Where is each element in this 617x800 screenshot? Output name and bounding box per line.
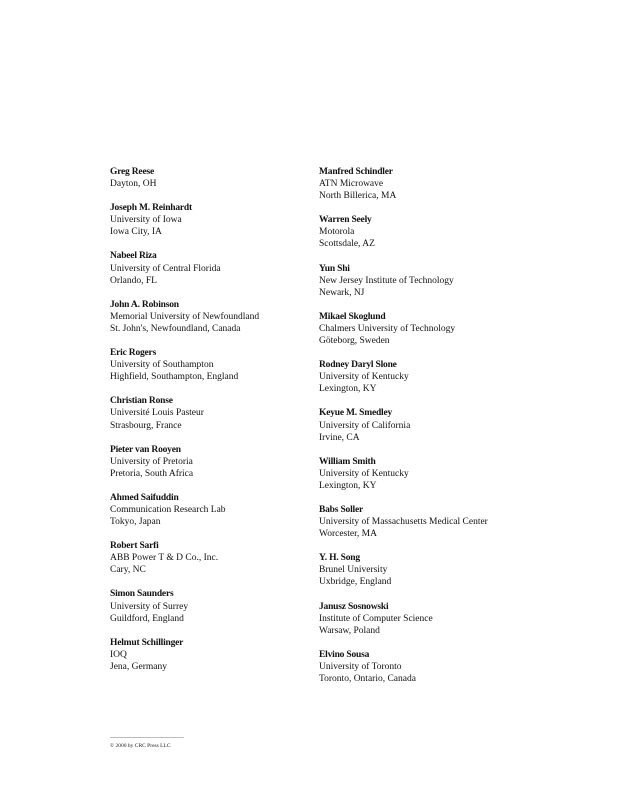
contributor-affiliation: IOQ <box>110 649 127 660</box>
contributor-location: Warsaw, Poland <box>319 625 380 636</box>
contributor-name: William Smith <box>319 456 376 467</box>
contributor-name: Babs Soller <box>319 504 363 515</box>
contributor-entry <box>319 359 609 395</box>
contributor-affiliation: Institute of Computer Science <box>319 613 433 624</box>
contributor-name: Greg Reese <box>110 167 154 177</box>
contributor-location: Orlando, FL <box>110 275 157 286</box>
contributor-name: Janusz Sosnowski <box>319 601 389 612</box>
contributor-affiliation: Université Louis Pasteur <box>110 408 204 419</box>
contributor-entry <box>319 649 609 685</box>
contributor-location: Lexington, KY <box>319 480 377 491</box>
contributor-affiliation: University of Toronto <box>319 661 402 672</box>
contributor-entry <box>319 407 609 443</box>
contributor-affiliation: University of Massachusetts Medical Center <box>319 517 488 528</box>
contributor-name: Robert Sarfi <box>110 541 159 552</box>
contributor-entry <box>319 166 609 202</box>
contributor-name: Pieter van Rooyen <box>110 444 181 455</box>
contributor-affiliation: University of Central Florida <box>110 263 221 274</box>
contributor-entry <box>110 492 310 528</box>
contributor-name: Helmut Schillinger <box>110 637 184 648</box>
contributor-entry <box>110 299 310 335</box>
contributor-entry <box>110 347 310 383</box>
contributor-entry <box>110 444 310 480</box>
contributor-affiliation: University of Kentucky <box>319 372 409 383</box>
contributor-entry <box>319 311 609 347</box>
contributor-affiliation: Brunel University <box>319 565 388 576</box>
contributor-name: Christian Ronse <box>110 396 173 407</box>
copyright-notice: © 2000 by CRC Press LLC <box>110 743 171 749</box>
contributor-entry <box>110 202 310 238</box>
contributor-name: Nabeel Riza <box>110 251 157 262</box>
contributor-name: Mikael Skoglund <box>319 311 386 322</box>
contributor-name: Keyue M. Smedley <box>319 408 393 419</box>
contributor-name: Y. H. Song <box>319 553 360 564</box>
contributor-entry <box>110 250 310 286</box>
contributor-location: Uxbridge, England <box>319 577 392 588</box>
contributors-right-column <box>319 166 609 697</box>
contributor-location: Worcester, MA <box>319 529 377 540</box>
contributor-location: Pretoria, South Africa <box>110 468 194 479</box>
contributor-location: Jena, Germany <box>110 661 167 672</box>
contributor-entry <box>110 540 310 576</box>
contributor-name: Yun Shi <box>319 263 350 274</box>
contributor-entry <box>110 588 310 624</box>
contributor-entry <box>110 637 310 673</box>
contributor-location: Guildford, England <box>110 613 184 624</box>
contributor-affiliation: Memorial University of Newfoundland <box>110 311 260 322</box>
contributor-affiliation: Motorola <box>319 227 355 238</box>
contributor-entry <box>110 395 310 431</box>
contributor-affiliation: University of Southampton <box>110 360 214 371</box>
contributor-affiliation: Chalmers University of Technology <box>319 323 456 334</box>
contributor-location: Scottsdale, AZ <box>319 239 375 250</box>
contributor-name: Manfred Schindler <box>319 167 393 177</box>
contributor-affiliation: New Jersey Institute of Technology <box>319 275 454 286</box>
contributor-affiliation: University of California <box>319 420 411 431</box>
contributor-location: Strasbourg, France <box>110 420 182 431</box>
contributor-affiliation: University of Iowa <box>110 215 182 226</box>
contributor-affiliation: ATN Microwave <box>319 179 384 190</box>
contributor-name: Simon Saunders <box>110 589 174 600</box>
contributor-location: Lexington, KY <box>319 384 377 395</box>
contributor-entry <box>319 456 609 492</box>
contributor-location: Toronto, Ontario, Canada <box>319 674 416 684</box>
contributor-entry <box>319 214 609 250</box>
contributor-name: Warren Seely <box>319 215 372 226</box>
contributor-location: Tokyo, Japan <box>110 517 161 528</box>
contributor-name: Ahmed Saifuddin <box>110 492 179 503</box>
contributor-location: Cary, NC <box>110 565 146 576</box>
contributor-affiliation: University of Surrey <box>110 601 189 612</box>
contributor-affiliation: University of Pretoria <box>110 456 193 467</box>
contributors-left-column <box>110 166 310 685</box>
contributor-name: John A. Robinson <box>110 299 179 310</box>
contributor-entry <box>319 263 609 299</box>
contributor-affiliation: ABB Power T & D Co., Inc. <box>110 553 219 564</box>
contributor-location: Highfield, Southampton, England <box>110 372 239 383</box>
contributor-location: St. John's, Newfoundland, Canada <box>110 323 241 334</box>
contributor-name: Elvino Sousa <box>319 649 370 660</box>
contributor-name: Rodney Daryl Slone <box>319 360 397 371</box>
contributor-location: Iowa City, IA <box>110 227 162 238</box>
contributor-name: Joseph M. Reinhardt <box>110 203 192 214</box>
contributor-entry <box>319 601 609 637</box>
contributor-affiliation: University of Kentucky <box>319 468 409 479</box>
contributor-entry <box>319 504 609 540</box>
contributor-affiliation: Dayton, OH <box>110 179 157 190</box>
contributor-location: Göteborg, Sweden <box>319 336 390 347</box>
footer-divider <box>110 737 184 738</box>
contributor-location: Irvine, CA <box>319 432 360 443</box>
contributor-location: Newark, NJ <box>319 287 365 298</box>
contributor-affiliation: Communication Research Lab <box>110 504 226 515</box>
contributor-location: North Billerica, MA <box>319 191 397 202</box>
contributor-name: Eric Rogers <box>110 348 157 359</box>
contributor-entry <box>110 166 310 190</box>
contributor-entry <box>319 552 609 588</box>
